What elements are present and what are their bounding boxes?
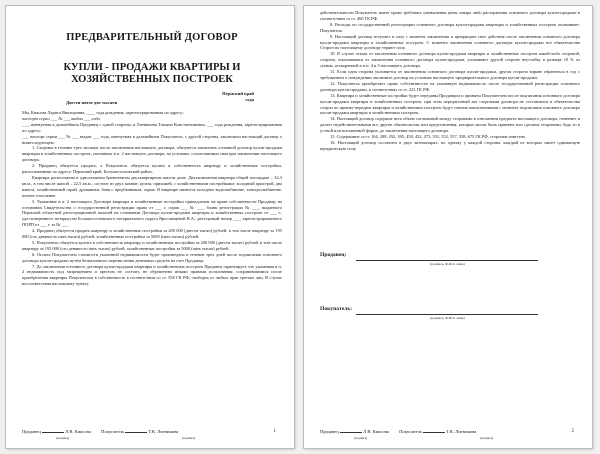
paragraph: 7. До заключения основного договора купли-продажи квартиры и хозяйственных построек Продавец гарантирует, что указанная в п. 2 недвижимость под запрещением и арестом не состоит, не обременена иными правами пользования; сохранившимися после приобретения квартиры Покупателем в собственность в соответствии со ст. 558 ГК РФ; свободна от любых прав третьих лиц. В случае несоответствия настоящему пункту <box>22 263 282 287</box>
signature-caption: (подпись, Ф.И.О. лица) <box>430 316 465 320</box>
footer-seller-label: Продавец <box>320 429 339 434</box>
footer-caption: (подпись) <box>354 436 368 440</box>
paragraph: 16. Настоящий договор составлен в двух экземплярах, по одному у каждой стороны, каждый из которых имеет одинаковую юридическую силу. <box>320 139 580 151</box>
paragraph: 1. Стороны в течение трех месяцев после заключения настоящего договора, обязуются заключить основной договор купли-продажи квартиры и хозяйственных построек, указанных в п. 2 настоящего договора, на условиях, согласованных ими при заключении настоящего договора. <box>22 145 282 163</box>
contract-date: Двести пятое две тысячи <box>66 100 118 105</box>
footer-caption: (подпись) <box>56 436 70 440</box>
paragraph: ___, именуемая в дальнейшем Продавец с одной стороны, и Литвинова Татьяна Константиновна, ___ года рождения, зарегистрированная по адресу: <box>22 121 282 133</box>
subtitle-line-2: ХОЗЯЙСТВЕННЫХ ПОСТРОЕК <box>71 74 233 85</box>
page-1 <box>6 6 294 448</box>
paragraph: 11. Если одна сторона уклоняется от заключения основного договора купли-продажи, другая сторона вправе обратиться в суд с требованием о понуждении заключить договор на условиях настоящего предварительного договора купли-продажи. <box>320 69 580 80</box>
page-number: 1 <box>273 429 276 434</box>
paragraph: 10. В случае отказа от заключения основного договора купли-продажи квартиры и хозяйственных построек какой-либо стороной, сторона, отказавшаяся от заключения основного договора купли-продажи, уплачивает другой стороне неустойку в размере 10 % от суммы, оговоренной в п.п. 4 и 5 настоящего договора. <box>320 51 580 69</box>
paragraph: 12. Покупатель приобретает право собственности на указанную недвижимость после государственной регистрации основного договора купли-продажи, в соответствии со ст. 223 ГК РФ. <box>320 80 580 92</box>
footer-buyer-name: Т.К. Литвинова <box>148 429 179 434</box>
paragraph: действительности Покупатель имеет право требовать уменьшения цены товара либо расторжения основного договора купли-продажи в соответствии со ст. 460 ГК РФ. <box>320 10 580 21</box>
document-subtitle <box>22 62 282 86</box>
place-of-signing <box>222 91 254 103</box>
footer-buyer-name: Т.К. Литвинова <box>446 429 477 434</box>
footer-seller-name: Л.В. Киясова <box>363 429 389 434</box>
paragraph: 2. Продавец обязуется продать, а Покупатель обязуется купить в собственность квартиру и хозяйственные постройки, расположенные по адресу: Пермский край, Большесосновский район, <box>22 163 282 175</box>
paragraph: 5. Покупатель обязуется купить в собственность квартиру и хозяйственные постройки за 200 000 (двести тысяч) рублей, в том числе квартиру за 195 000 (сто девяносто пять тысяч) рублей, хозяйственные постройки за 5000 (пять тысяч) рублей. <box>22 239 282 251</box>
seller-signature-block <box>320 252 580 266</box>
paragraph: Квартира расположена в одноэтажном бревенчатом двухквартирном жилом доме. Двухкомнатная квартира общей площадью – 32,3 кв.м., в том числе жилой – 22,5 кв.м., состоит из двух комнат, кухни, прихожей, с хозяйственными постройками: холодный пристрой, два навеса, хозяйственный сарай, дровяники, баня с предбанником, гараж. В квартире имеются холодное водоснабжение, электроснабжение, печное отопление. <box>22 174 282 198</box>
paragraph: 14. Настоящий договор содержит весь объем соглашений между сторонами в отношении предмета настоящего договора, отменяет и делает недействительными все другие обязательства или представления, которые могли быть приняты или сделаны сторонами, будь то в устной или письменной форме, до заключения настоящего договора. <box>320 116 580 134</box>
place-line-1: Пермский край <box>222 91 254 96</box>
paragraph: 6. Оплата Покупателем стоимости указанной недвижимости будет произведена в течение трёх дней после подписания основного договора купли-продажи путём безналичного перечисления денежных средств на счет Продавца. <box>22 251 282 263</box>
paragraph: ___ паспорт серии ___ № ___ выдан ___ года, именуемая в дальнейшем Покупатель, с другой стороны, заключили настоящий договор о нижеследующем: <box>22 133 282 145</box>
page-number: 2 <box>571 429 574 434</box>
paragraph: паспорт серии ___ № ___ выдан ___ года <box>22 115 100 121</box>
buyer-signature-label: Покупатель: <box>320 306 353 312</box>
buyer-signature-block <box>320 306 580 320</box>
subtitle-line-1: КУПЛИ - ПРОДАЖИ КВАРТИРЫ И <box>63 62 241 73</box>
contract-body-page-2 <box>320 10 580 152</box>
seller-signature-line <box>356 260 538 261</box>
footer-caption: (подпись) <box>182 436 196 440</box>
buyer-signature-line <box>356 314 538 315</box>
contract-body-page-1 <box>22 110 282 287</box>
paragraph: 8. Расходы по государственной регистрации основного договора купли-продажи квартиры и хозяйственных построек оплачивает: Покупатель. <box>320 21 580 33</box>
footer-caption: (подпись) <box>480 436 494 440</box>
seller-signature-label: Продавец: <box>320 252 347 258</box>
paragraph: 9. Настоящий договор вступает в силу с момента заключения и прекращает свое действие после заключения основного договора купли-продажи квартиры и хозяйственных построек. С момента заключения основного договора купли-продажи все обязательства Сторон по настоящему договору теряют силу. <box>320 33 580 51</box>
footer-seller-name: Л.В. Киясова <box>65 429 91 434</box>
paragraph: 15. Содержание ст.ст. 164, 288, 292, 395, 450, 452, 475, 551, 552, 557, 558, 675 ГК РФ, сторонам известно. <box>330 134 527 140</box>
footer-buyer-label: Покупатель <box>101 429 125 434</box>
place-line-2: года <box>245 97 254 102</box>
document-title: ПРЕДВАРИТЕЛЬНЫЙ ДОГОВОР <box>66 32 238 43</box>
paragraph: Мы, Киясова Лариса Викторовна, ____ года рождения, зарегистрированная по адресу: <box>22 110 184 115</box>
paragraph: 13. Квартира и хозяйственные постройки будут переданы Продавцом и приняты Покупателем после подписания основного договора купли-продажи квартиры и хозяйственных построек, при этом передаточный акт сторонами договора не составлялся и обязательства сторон по приему-передаче квартиры и хозяйственных построек будут считать выполненными с момента подписания основного договора купли-продажи квартиры и хозяйственных построек. <box>320 92 580 116</box>
page-footer <box>320 429 580 440</box>
page-footer <box>22 429 282 440</box>
footer-buyer-label: Покупатель <box>399 429 423 434</box>
footer-seller-label: Продавец <box>22 429 41 434</box>
paragraph: 4. Продавец обязуется продать квартиру и хозяйственные постройки за 200 000 (двести тысяч) рублей, в том числе квартиру за 195 000 (сто девяносто пять тысяч) рублей, хозяйственные постройки за 5000 (пять тысяч) рублей. <box>22 228 282 240</box>
signature-caption: (подпись, Ф.И.О. лица) <box>430 262 465 266</box>
paragraph: 3. Указанные в п. 2 настоящего Договора квартира и хозяйственные постройки принадлежат на праве собственности Продавцу на основании Свидетельства о государственной регистрации права от ___ г. серия ___ № ___, бланк регистрации № ___, выданного Пермской областной регистрационной палатой на основании Договора купли-продажи квартиры и хозяйственных построек от ___ г., удостоверенного нотариусом Большесосновского нотариального округа Ярославцевой В.А., реестровый номер ___, зарегистрированного ПОРП от ___ г. за № ___. <box>22 198 282 228</box>
page-2 <box>304 6 592 448</box>
